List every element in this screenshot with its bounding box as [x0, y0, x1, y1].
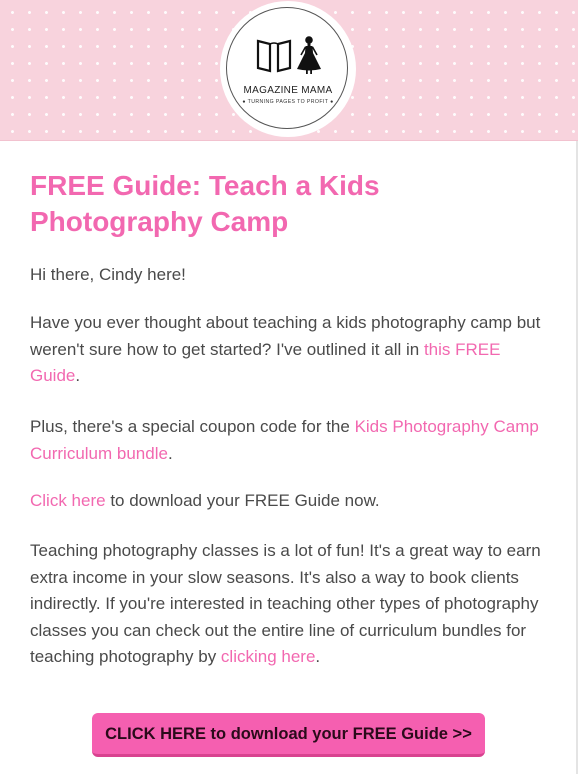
download-paragraph [30, 488, 380, 515]
clicking-here-link[interactable]: clicking here [220, 647, 316, 666]
intro-text: Have you ever thought about teaching a kids photography camp but weren't sure how to get started? I've outlined it all in [30, 313, 541, 359]
intro-end: . [75, 366, 81, 385]
teaching-paragraph [30, 538, 550, 671]
download-text: to download your FREE Guide now. [105, 491, 380, 510]
logo-tagline: ● TURNING PAGES TO PROFIT ● [242, 99, 334, 105]
intro-paragraph [30, 310, 550, 390]
teaching-text: Teaching photography classes is a lot of fun! It's a great way to earn extra income in your slow seasons. It's also a way to book clients indirectly. If you're interested in teaching other types of photography classes you can check out the entire line of curriculum bundles for teaching photography by [30, 541, 541, 666]
woman-silhouette-icon [296, 35, 322, 75]
download-guide-button[interactable]: CLICK HERE to download your FREE Guide >> [92, 713, 485, 757]
page-title: FREE Guide: Teach a Kids Photography Camp [30, 170, 380, 237]
greeting: Hi there, Cindy here! [30, 265, 186, 284]
coupon-end: . [167, 443, 173, 463]
free-guide-link[interactable]: this FREE Guide [30, 339, 501, 385]
book-icon [256, 39, 292, 73]
curriculum-bundle-link[interactable]: Kids Photography Camp Curriculum bundle [30, 417, 539, 463]
teaching-end: . [315, 647, 321, 666]
logo-name: MAGAZINE MAMA [243, 85, 333, 96]
email-body [30, 168, 550, 666]
coupon-text: Plus, there's a special coupon code for the [30, 417, 355, 436]
click-here-link[interactable]: Click here [30, 491, 106, 510]
coupon-paragraph [30, 414, 550, 467]
header-banner [0, 0, 578, 141]
logo[interactable] [222, 3, 354, 135]
